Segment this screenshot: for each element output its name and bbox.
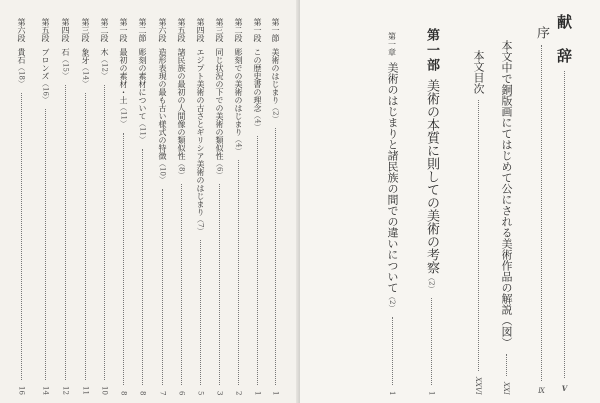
entry-page: （7） <box>196 216 205 235</box>
entry-page-number: 8 <box>138 390 147 395</box>
leader-dots <box>123 133 124 385</box>
chapter-page: （2） <box>388 293 396 312</box>
toc-entry <box>60 18 71 395</box>
leader-dots <box>506 354 507 376</box>
leader-dots <box>200 240 201 384</box>
leader-dots <box>541 45 542 381</box>
entry-number: 第六段 <box>17 18 26 42</box>
front-matter-dedication <box>554 14 575 395</box>
entry-page: （18） <box>17 64 26 87</box>
part-heading <box>422 28 441 395</box>
entry-page: （4） <box>234 136 243 155</box>
part-title: 美術の本質に則しての美術の考察 <box>424 79 439 274</box>
entry-title: 貴石 <box>17 48 26 64</box>
entry-number: 第六段 <box>158 18 167 42</box>
entry-number: 第一節 <box>271 18 280 42</box>
entry-page-number: 6 <box>177 390 186 395</box>
leader-dots <box>104 85 105 380</box>
toc-label: 本文目次 <box>472 50 485 94</box>
toc-page: XXVI <box>474 377 482 395</box>
part-page-number: 1 <box>427 390 436 395</box>
part-number: 第一部 <box>424 28 439 73</box>
front-matter-explanation <box>498 40 514 395</box>
entry-page-number: 2 <box>234 390 243 395</box>
entry-title: エジプト美術の古さとギリシア美術のはじまり <box>196 48 205 216</box>
entry-page-number: 7 <box>158 390 167 395</box>
dedication-page: Ⅴ <box>560 384 569 395</box>
entry-title: 石 <box>61 48 70 56</box>
toc-entry <box>157 18 168 395</box>
entry-title: この歴史書の理念 <box>253 48 262 112</box>
entry-page: （2） <box>271 104 280 123</box>
toc-entry <box>80 18 91 395</box>
entry-number: 第一段 <box>119 18 128 42</box>
entry-page: （10） <box>158 160 167 183</box>
entry-page: （11） <box>138 120 147 143</box>
leader-dots <box>275 128 276 384</box>
entry-page: （15） <box>61 56 70 79</box>
leader-dots <box>85 93 86 380</box>
entry-number: 第五段 <box>177 18 186 42</box>
entry-title: 美術のはじまり <box>271 48 280 104</box>
leader-dots <box>219 184 220 384</box>
toc-entry <box>118 18 129 395</box>
entry-number: 第一段 <box>253 18 262 42</box>
entry-title: 諸民族の最初の人間像の類似性 <box>177 48 186 160</box>
entry-title: 彫刻での美術のはじまり <box>234 48 243 136</box>
entry-page-number: 10 <box>100 386 109 395</box>
entry-number: 第四段 <box>61 18 70 42</box>
toc-entry <box>233 18 244 395</box>
toc-entry <box>40 18 51 395</box>
entry-title: 最初の素材・土 <box>119 48 128 104</box>
toc-entry <box>195 18 206 395</box>
toc-entry <box>270 18 281 395</box>
chapter-title: 美術のはじまりと諸民族の間での違いについて <box>386 62 399 293</box>
leader-dots <box>392 317 393 384</box>
entry-title: 象牙 <box>81 48 90 64</box>
entry-page-number: 1 <box>271 390 280 395</box>
right-page <box>300 0 600 403</box>
entry-page: （12） <box>100 56 109 79</box>
entry-page: （4） <box>253 112 262 131</box>
preface-page: Ⅸ <box>537 387 546 395</box>
leader-dots <box>564 71 565 378</box>
toc-entry <box>176 18 187 395</box>
leader-dots <box>257 136 258 384</box>
entry-page: （11） <box>119 104 128 127</box>
entry-page-number: 3 <box>215 390 224 395</box>
toc-entry <box>137 18 148 395</box>
entry-number: 第三段 <box>215 18 224 42</box>
entry-page: （8） <box>177 160 186 179</box>
entry-title: 木 <box>100 48 109 56</box>
preface-label: 序 <box>534 26 549 39</box>
leader-dots <box>431 298 432 384</box>
entry-page-number: 12 <box>61 386 70 395</box>
entry-page-number: 1 <box>253 390 262 395</box>
entry-title: ブロンズ <box>41 48 50 80</box>
entry-title: 彫刻の素材について <box>138 48 147 120</box>
explanation-page: XXI <box>502 382 510 395</box>
leader-dots <box>162 189 163 385</box>
leader-dots <box>142 149 143 385</box>
entry-number: 第三段 <box>81 18 90 42</box>
entry-title: 造形表現の最も古い様式の特徴 <box>158 48 167 160</box>
entry-page: （16） <box>41 80 50 103</box>
entry-page-number: 11 <box>81 386 90 395</box>
entry-page: （6） <box>215 160 224 179</box>
entry-page-number: 8 <box>119 390 128 395</box>
dedication-label: 献 辞 <box>555 14 573 65</box>
entry-page-number: 5 <box>196 390 205 395</box>
toc-entry <box>99 18 110 395</box>
chapter-heading <box>384 32 400 395</box>
entry-page-number: 14 <box>41 386 50 395</box>
entry-page: （14） <box>81 64 90 87</box>
leader-dots <box>65 85 66 380</box>
leader-dots <box>238 160 239 384</box>
entry-number: 第二段 <box>100 18 109 42</box>
leader-dots <box>45 109 46 380</box>
toc-entry <box>16 18 27 395</box>
entry-number: 第五段 <box>41 18 50 42</box>
explanation-label: 本文中で銅版画にてはじめて公にされる美術作品の解説（図） <box>500 40 513 348</box>
toc-entry <box>214 18 225 395</box>
leader-dots <box>21 93 22 380</box>
leader-dots <box>181 184 182 384</box>
entry-number: 第二段 <box>234 18 243 42</box>
entry-title: 同じ状況の下での美術の類似性 <box>215 48 224 160</box>
leader-dots <box>478 100 479 371</box>
entry-number: 第四段 <box>196 18 205 42</box>
part-page: （2） <box>427 274 436 293</box>
front-matter-toc <box>470 50 486 395</box>
chapter-page-number: 1 <box>388 390 396 395</box>
toc-entry <box>252 18 263 395</box>
front-matter-preface <box>532 26 551 395</box>
entry-number: 第二節 <box>138 18 147 42</box>
chapter-number: 第一章 <box>387 32 397 56</box>
entry-page-number: 16 <box>17 386 26 395</box>
